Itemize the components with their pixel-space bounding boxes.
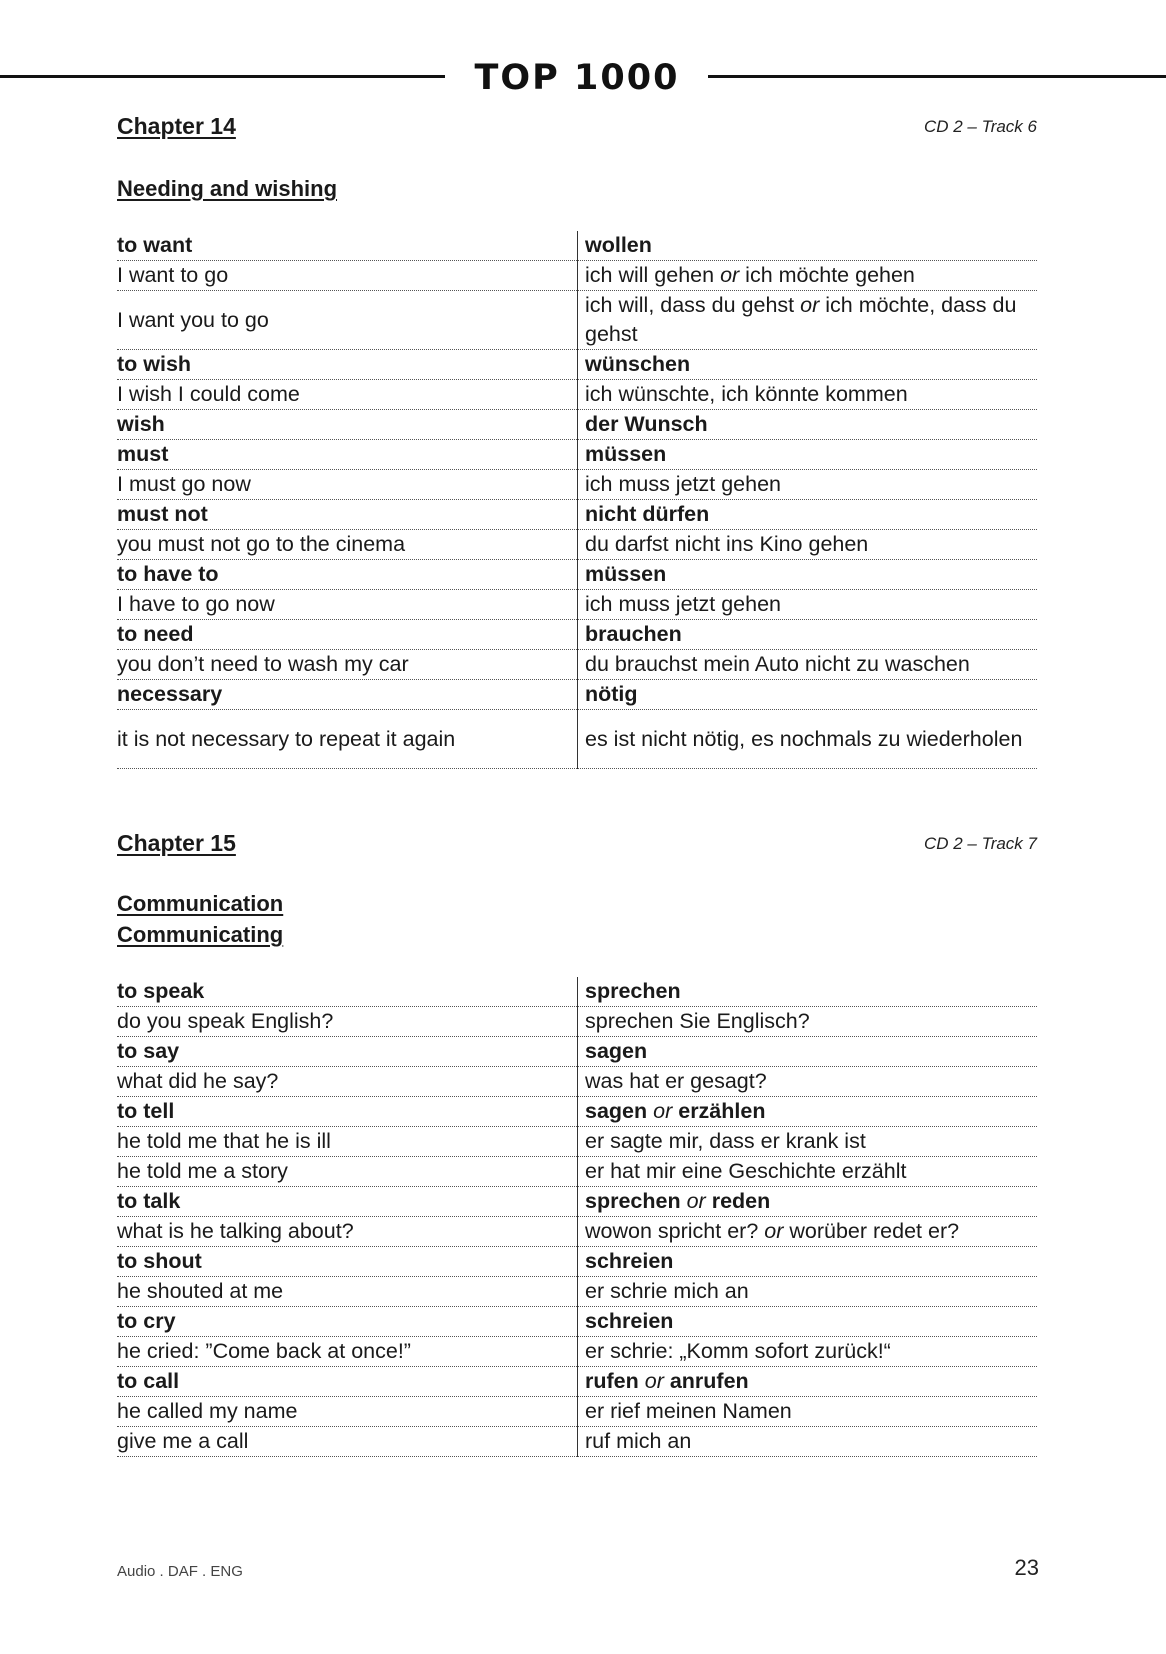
table-row bbox=[117, 1187, 1037, 1217]
german-term bbox=[577, 410, 1037, 439]
track-label: CD 2 – Track 6 bbox=[923, 117, 1037, 136]
german-primary: er rief meinen Namen bbox=[585, 1399, 792, 1423]
page-header bbox=[0, 58, 1166, 98]
or-conjunction: or bbox=[764, 1219, 784, 1243]
german-text bbox=[585, 1277, 749, 1306]
german-text bbox=[585, 680, 638, 709]
table-row bbox=[117, 1337, 1037, 1367]
english-term: he told me that he is ill bbox=[117, 1129, 331, 1153]
english-term: to call bbox=[117, 1369, 180, 1393]
german-term bbox=[577, 380, 1037, 409]
german-primary: ich will, dass du gehst bbox=[585, 293, 795, 317]
german-term bbox=[577, 680, 1037, 709]
or-conjunction: or bbox=[720, 263, 740, 287]
table-row bbox=[117, 291, 1037, 350]
german-term bbox=[577, 1007, 1037, 1036]
page-title: TOP 1000 bbox=[474, 58, 680, 98]
table-row bbox=[117, 231, 1037, 261]
english-term: to shout bbox=[117, 1249, 202, 1273]
german-text bbox=[585, 530, 868, 559]
english-term: do you speak English? bbox=[117, 1009, 334, 1033]
german-primary: ich wünschte, ich könnte kommen bbox=[585, 382, 908, 406]
english-term: to speak bbox=[117, 979, 205, 1003]
german-term bbox=[577, 1067, 1037, 1096]
german-primary: müssen bbox=[585, 562, 667, 586]
german-primary: müssen bbox=[585, 442, 667, 466]
german-term bbox=[577, 710, 1037, 768]
german-term bbox=[577, 1247, 1037, 1276]
german-primary: ich will gehen bbox=[585, 263, 715, 287]
table-row bbox=[117, 1127, 1037, 1157]
german-text bbox=[585, 291, 1037, 349]
table-row bbox=[117, 650, 1037, 680]
german-term bbox=[577, 590, 1037, 619]
english-term: I want to go bbox=[117, 263, 229, 287]
german-text bbox=[585, 1337, 891, 1366]
german-text bbox=[585, 1097, 765, 1126]
table-row bbox=[117, 1427, 1037, 1457]
german-term bbox=[577, 977, 1037, 1006]
german-text bbox=[585, 1007, 810, 1036]
german-primary: er schrie: „Komm sofort zurück!“ bbox=[585, 1339, 891, 1363]
english-term: he shouted at me bbox=[117, 1279, 284, 1303]
german-primary: rufen bbox=[585, 1369, 639, 1393]
german-text bbox=[585, 1427, 691, 1456]
english-term: I wish I could come bbox=[117, 382, 300, 406]
english-term: it is not necessary to repeat it again bbox=[117, 726, 456, 751]
german-text bbox=[585, 1037, 647, 1066]
english-term: necessary bbox=[117, 682, 223, 706]
german-text bbox=[585, 725, 1022, 754]
german-text bbox=[585, 1127, 866, 1156]
german-primary: ruf mich an bbox=[585, 1429, 692, 1453]
german-text bbox=[585, 380, 908, 409]
german-primary: sprechen Sie Englisch? bbox=[585, 1009, 810, 1033]
or-conjunction: or bbox=[653, 1099, 673, 1123]
german-primary: er sagte mir, dass er krank ist bbox=[585, 1129, 866, 1153]
english-term: to cry bbox=[117, 1309, 176, 1333]
table-row bbox=[117, 1097, 1037, 1127]
table-row bbox=[117, 1157, 1037, 1187]
english-term: he called my name bbox=[117, 1399, 298, 1423]
table-row bbox=[117, 1217, 1037, 1247]
english-term: must bbox=[117, 442, 169, 466]
english-term: I must go now bbox=[117, 472, 251, 496]
german-term bbox=[577, 1337, 1037, 1366]
table-row bbox=[117, 380, 1037, 410]
german-text bbox=[585, 261, 915, 290]
german-text bbox=[585, 590, 781, 619]
german-text bbox=[585, 977, 681, 1006]
table-row bbox=[117, 1007, 1037, 1037]
german-text bbox=[585, 1367, 749, 1396]
english-term: to wish bbox=[117, 352, 192, 376]
german-primary: wollen bbox=[585, 233, 652, 257]
german-primary: du darfst nicht ins Kino gehen bbox=[585, 532, 869, 556]
german-term bbox=[577, 1217, 1037, 1246]
german-term bbox=[577, 560, 1037, 589]
header-rule-right bbox=[708, 75, 1166, 78]
german-text bbox=[585, 1067, 767, 1096]
chapter-title: Chapter 15 bbox=[117, 830, 236, 856]
german-text bbox=[585, 1187, 770, 1216]
header-rule-left bbox=[0, 75, 445, 78]
german-text bbox=[585, 470, 781, 499]
german-primary: sprechen bbox=[585, 1189, 681, 1213]
table-row bbox=[117, 470, 1037, 500]
german-primary: er schrie mich an bbox=[585, 1279, 749, 1303]
german-text bbox=[585, 1247, 673, 1276]
english-term: to talk bbox=[117, 1189, 181, 1213]
english-term: what is he talking about? bbox=[117, 1219, 354, 1243]
german-primary: schreien bbox=[585, 1249, 674, 1273]
german-term bbox=[577, 530, 1037, 559]
german-primary: du brauchst mein Auto nicht zu waschen bbox=[585, 652, 970, 676]
english-term: must not bbox=[117, 502, 208, 526]
german-text bbox=[585, 1157, 906, 1186]
or-conjunction: or bbox=[800, 293, 820, 317]
german-term bbox=[577, 1277, 1037, 1306]
german-term bbox=[577, 500, 1037, 529]
table-row bbox=[117, 590, 1037, 620]
english-term: he told me a story bbox=[117, 1159, 288, 1183]
german-text bbox=[585, 1217, 959, 1246]
german-term bbox=[577, 350, 1037, 379]
table-row bbox=[117, 440, 1037, 470]
english-term: he cried: ”Come back at once!” bbox=[117, 1339, 411, 1363]
english-term: I want you to go bbox=[117, 307, 269, 332]
chapter-title: Chapter 14 bbox=[117, 113, 236, 139]
german-term bbox=[577, 1127, 1037, 1156]
german-primary: es ist nicht nötig, es nochmals zu wiederholen bbox=[585, 726, 1023, 751]
german-primary: nicht dürfen bbox=[585, 502, 710, 526]
german-term bbox=[577, 1037, 1037, 1066]
section-heading: Communication bbox=[117, 891, 284, 916]
german-term bbox=[577, 1427, 1037, 1456]
german-primary: nötig bbox=[585, 682, 638, 706]
german-alternative: ich möchte gehen bbox=[745, 263, 915, 287]
section-heading: Needing and wishing bbox=[117, 176, 338, 201]
german-text bbox=[585, 440, 666, 469]
german-primary: sagen bbox=[585, 1039, 648, 1063]
german-term bbox=[577, 1307, 1037, 1336]
german-term bbox=[577, 1157, 1037, 1186]
german-primary: sagen bbox=[585, 1099, 648, 1123]
german-text bbox=[585, 350, 690, 379]
german-term bbox=[577, 231, 1037, 260]
german-term bbox=[577, 261, 1037, 290]
table-row bbox=[117, 620, 1037, 650]
german-term bbox=[577, 1187, 1037, 1216]
footer-series: Audio . DAF . ENG bbox=[117, 1563, 243, 1580]
german-alternative: reden bbox=[711, 1189, 771, 1213]
table-row bbox=[117, 530, 1037, 560]
table-row bbox=[117, 1397, 1037, 1427]
or-conjunction: or bbox=[644, 1369, 664, 1393]
german-term bbox=[577, 1397, 1037, 1426]
german-primary: wünschen bbox=[585, 352, 691, 376]
german-primary: schreien bbox=[585, 1309, 674, 1333]
german-primary: ich muss jetzt gehen bbox=[585, 592, 781, 616]
vocab-table bbox=[117, 977, 1037, 1457]
german-primary: der Wunsch bbox=[585, 412, 708, 436]
table-row bbox=[117, 1367, 1037, 1397]
english-term: wish bbox=[117, 412, 165, 436]
german-text bbox=[585, 410, 708, 439]
table-row bbox=[117, 1247, 1037, 1277]
english-term: to tell bbox=[117, 1099, 175, 1123]
section-heading: Communicating bbox=[117, 922, 284, 947]
table-row bbox=[117, 350, 1037, 380]
vocab-table bbox=[117, 231, 1037, 769]
table-row bbox=[117, 500, 1037, 530]
table-row bbox=[117, 1037, 1037, 1067]
english-term: to want bbox=[117, 233, 193, 257]
table-row bbox=[117, 410, 1037, 440]
german-text bbox=[585, 1307, 673, 1336]
english-term: to have to bbox=[117, 562, 219, 586]
german-primary: sprechen bbox=[585, 979, 681, 1003]
german-primary: brauchen bbox=[585, 622, 682, 646]
german-term bbox=[577, 1097, 1037, 1126]
track-label: CD 2 – Track 7 bbox=[923, 834, 1037, 853]
german-term bbox=[577, 440, 1037, 469]
table-row bbox=[117, 710, 1037, 769]
table-row bbox=[117, 977, 1037, 1007]
english-term: to say bbox=[117, 1039, 180, 1063]
table-row bbox=[117, 1277, 1037, 1307]
german-primary: er hat mir eine Geschichte erzählt bbox=[585, 1159, 907, 1183]
german-term bbox=[577, 291, 1037, 349]
table-row bbox=[117, 560, 1037, 590]
german-text bbox=[585, 620, 682, 649]
german-alternative: worüber redet er? bbox=[789, 1219, 960, 1243]
german-term bbox=[577, 1367, 1037, 1396]
german-primary: was hat er gesagt? bbox=[585, 1069, 767, 1093]
german-term bbox=[577, 470, 1037, 499]
english-term: give me a call bbox=[117, 1429, 249, 1453]
english-term: I have to go now bbox=[117, 592, 275, 616]
german-primary: wowon spricht er? bbox=[585, 1219, 759, 1243]
english-term: what did he say? bbox=[117, 1069, 279, 1093]
german-alternative: ich möchte, dass du gehst bbox=[585, 293, 1017, 346]
german-term bbox=[577, 620, 1037, 649]
german-text bbox=[585, 500, 709, 529]
table-row bbox=[117, 261, 1037, 291]
german-text bbox=[585, 231, 652, 260]
german-alternative: erzählen bbox=[678, 1099, 766, 1123]
page-number: 23 bbox=[1014, 1555, 1039, 1580]
english-term: to need bbox=[117, 622, 194, 646]
german-text bbox=[585, 650, 970, 679]
english-term: you don’t need to wash my car bbox=[117, 652, 409, 676]
table-row bbox=[117, 680, 1037, 710]
german-text bbox=[585, 560, 666, 589]
english-term: you must not go to the cinema bbox=[117, 532, 406, 556]
german-term bbox=[577, 650, 1037, 679]
german-primary: ich muss jetzt gehen bbox=[585, 472, 781, 496]
table-row bbox=[117, 1067, 1037, 1097]
german-text bbox=[585, 1397, 792, 1426]
or-conjunction: or bbox=[686, 1189, 706, 1213]
table-row bbox=[117, 1307, 1037, 1337]
german-alternative: anrufen bbox=[669, 1369, 749, 1393]
